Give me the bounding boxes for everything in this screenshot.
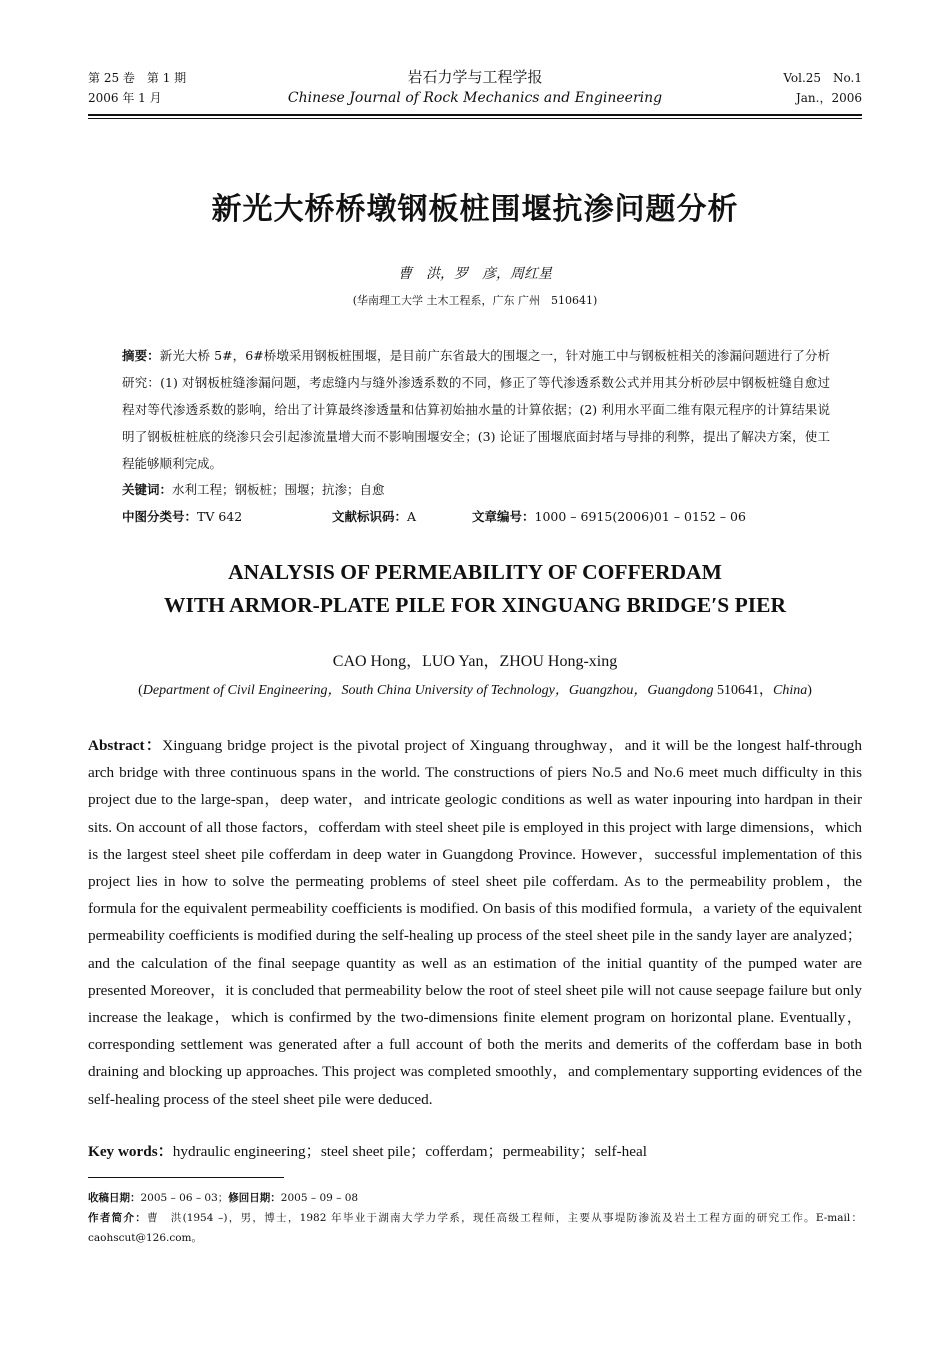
affiliation-cn: (华南理工大学 土木工程系，广东 广州 510641) [352, 294, 598, 307]
doc-label: 文献标识码： [332, 509, 408, 524]
journal-name-cn: 岩石力学与工程学报 [407, 68, 543, 86]
keywords-en [88, 1138, 862, 1165]
affiliation-en [0, 680, 950, 702]
classification-number [122, 505, 242, 529]
bio-text: 曹 洪(1954 –)，男，博士，1982 年毕业于湖南大学力学系，现任高级工程师，主要从事堤防渗流及岩土工程方面的研究工作。E-mail：caohscut@126.com。 [88, 1212, 863, 1244]
header-volume-issue-en: Vol.25 No.1 [783, 71, 862, 85]
affil-open-paren: ( [138, 683, 143, 698]
received-label: 收稿日期： [88, 1192, 141, 1204]
title-en-line1: ANALYSIS OF PERMEABILITY OF COFFERDAM [228, 560, 722, 584]
class-label: 中图分类号： [122, 509, 198, 524]
affil-department: Department of Civil Engineering，South China University of Technology，Guangzhou，Guangdong [142, 683, 714, 698]
header-date-en: Jan.，2006 [795, 91, 862, 105]
article-label: 文章编号： [472, 509, 535, 524]
header-volume-info-en [783, 68, 862, 108]
header-volume-issue: 第 25 卷 第 1 期 [88, 71, 187, 85]
abstract-text-en: Xinguang bridge project is the pivotal project of Xinguang throughway，and it will be the longest half-through arch bridge with three continuous spans in the world. The constructions of piers No.5 and No.6 meet much difficulty in this project due to the large-span，deep water，and intricate geologic conditions as well as water inpouring into hardpan in their sits. On account of all those factors，cofferdam with steel sheet pile is employed in this project with large dimensions，which is the largest steel sheet pile cofferdam in deep water in Guangdong Province. However，successful implementation of this project lies in how to solve the permeating problems of steel sheet pile cofferdam. As to the permeability problem，the formula for the equivalent permeability coefficients is modified. On basis of this modified formula，a variety of the equivalent permeability coefficients is modified during the self-healing up process of the steel sheet pile in the sandy layer are analyzed；and the calculation of the final seepage quantity as well as an estimation of the initial quantity of the pumped water are presented Moreover，it is concluded that permeability below the root of steel sheet pile will not cause seepage failure but only increase the leakage，which is confirmed by the two-dimensions finite element program on horizontal plane. Eventually，corresponding settlement was generated after a full account of both the merits and demerits of the cofferdam base in both draining and blocking up approaches. This project was completed smoothly，and complementary supporting evidences of the self-healing process of the steel sheet pile were deduced. [88, 737, 862, 1108]
keywords-text-cn: 水利工程；钢板桩；围堰；抗渗；自愈 [172, 482, 385, 497]
authors-cn: 曹 洪，罗 彦，周红星 [398, 266, 552, 282]
footnote-author-bio [88, 1208, 862, 1248]
footnote-rule [88, 1177, 284, 1178]
header-rule-thin [88, 118, 862, 119]
journal-name-en: Chinese Journal of Rock Mechanics and Engineering [287, 90, 663, 106]
affil-country: China [772, 683, 808, 698]
abstract-label-cn: 摘要： [122, 348, 160, 363]
bio-label: 作者简介： [88, 1212, 148, 1224]
affil-zip: 510641， [713, 683, 773, 698]
revised-date: 2005 – 09 – 08 [280, 1192, 359, 1204]
header-rule-thick [88, 114, 862, 116]
footnote-dates [88, 1188, 862, 1208]
header-date-cn: 2006 年 1 月 [88, 91, 162, 105]
keywords-cn [122, 478, 830, 502]
abstract-en [88, 732, 862, 1113]
authors-en: CAO Hong，LUO Yan，ZHOU Hong-xing [332, 653, 618, 670]
abstract-label-en: Abstract： [88, 737, 163, 754]
keywords-label-cn: 关键词： [122, 482, 173, 497]
doc-value: A [407, 509, 417, 524]
paper-title-cn: 新光大桥桥墩钢板桩围堰抗渗问题分析 [211, 192, 739, 227]
paper-title-en [0, 556, 950, 622]
article-value: 1000 – 6915(2006)01 – 0152 – 06 [534, 509, 746, 524]
document-code [332, 505, 416, 529]
abstract-text-cn: 新光大桥 5#，6#桥墩采用钢板桩围堰，是目前广东省最大的围堰之一，针对施工中与钢板桩相关的渗漏问题进行了分析研究：(1) 对钢板桩缝渗漏问题，考虑缝内与缝外渗透系数的不同，修正了等代渗透系数公式并用其分析砂层中钢板桩缝自愈过程对等代渗透系数的影响，给出了计算最终渗透量和估算初始抽水量的计算依据；(2) 利用水平面二维有限元程序的计算结果说明了钢板桩桩底的绕渗只会引起渗流量增大而不影响围堰安全；(3) 论证了围堰底面封堵与导排的利弊，提出了解决方案，使工程能够顺利完成。 [122, 348, 830, 471]
article-number [472, 505, 746, 529]
keywords-text-en: hydraulic engineering；steel sheet pile；cofferdam；permeability；self-heal [172, 1143, 647, 1160]
keywords-label-en: Key words： [88, 1143, 173, 1160]
class-value: TV 642 [197, 509, 243, 524]
received-date: 2005 – 06 – 03； [140, 1192, 229, 1204]
affil-close-paren: ) [807, 683, 812, 698]
title-en-line2: WITH ARMOR-PLATE PILE FOR XINGUANG BRIDGE′S PIER [163, 593, 787, 617]
revised-label: 修回日期： [228, 1192, 281, 1204]
abstract-cn [122, 342, 830, 477]
